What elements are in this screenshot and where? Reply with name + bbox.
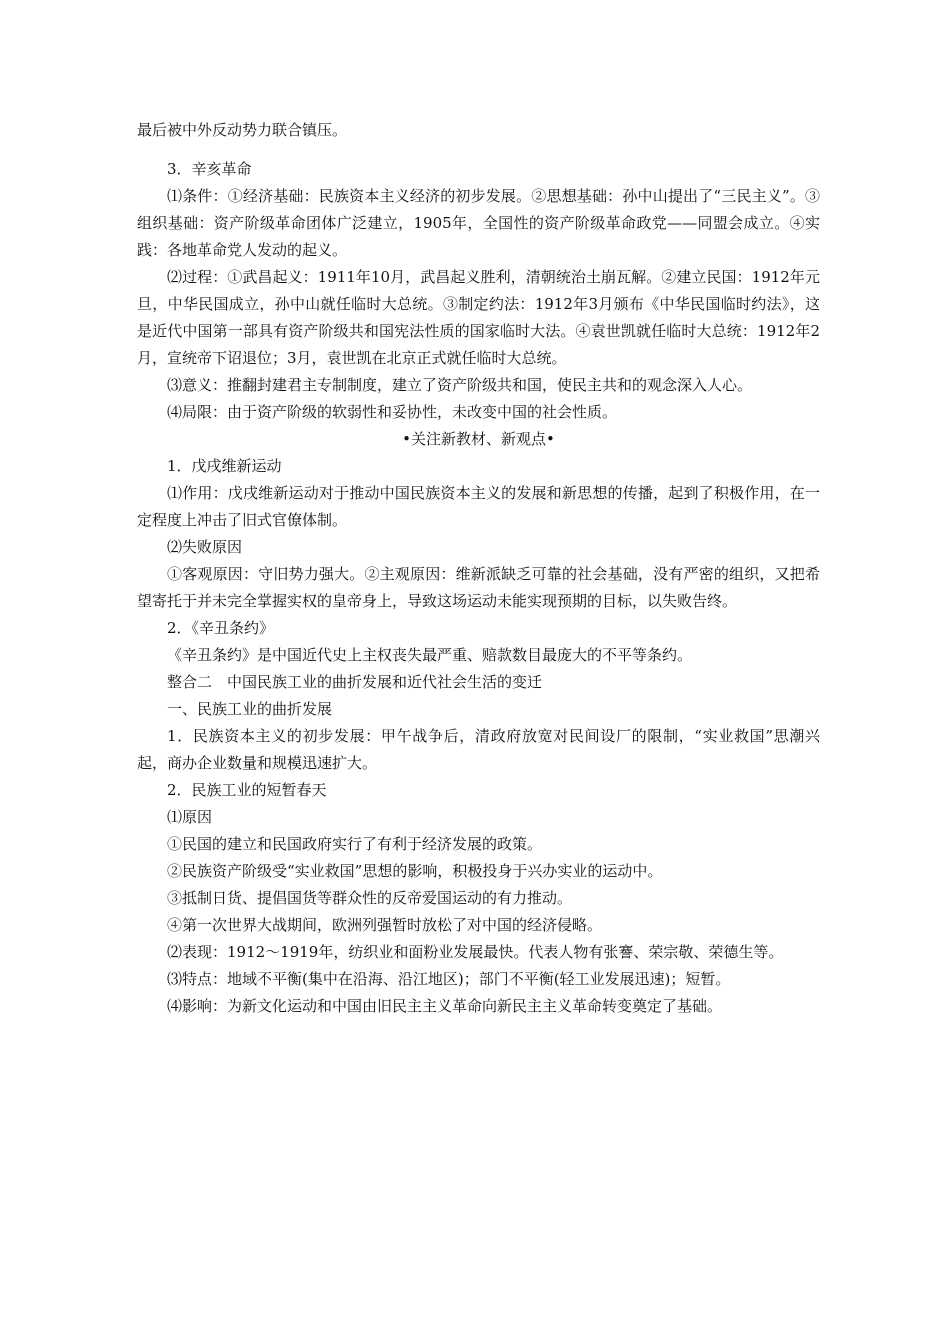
paragraph: ⑶特点：地域不平衡(集中在沿海、沿江地区)；部门不平衡(轻工业发展迅速)；短暂。 (167, 970, 731, 988)
paragraph: ①民国的建立和民国政府实行了有利于经济发展的政策。 (167, 835, 543, 853)
section-title-centered: •关注新教材、新观点• (402, 430, 555, 448)
paragraph: ⑷影响：为新文化运动和中国由旧民主主义革命向新民主主义革命转变奠定了基础。 (167, 997, 723, 1015)
section-heading: 一、民族工业的曲折发展 (167, 700, 333, 718)
document-body (137, 117, 820, 1020)
paragraph: ⑵表现：1912～1919年，纺织业和面粉业发展最快。代表人物有张謇、荣宗敬、荣德生等。 (167, 943, 784, 961)
paragraph: ⑵过程：①武昌起义：1911年10月，武昌起义胜利，清朝统治土崩瓦解。②建立民国：1912年元旦，中华民国成立，孙中山就任临时大总统。③制定约法：1912年3月颁布《中华民国临时约法》，这是近代中国第一部具有资产阶级共和国宪法性质的国家临时大法。④袁世凯就任临时大总统：1912年2月，宣统帝下诏退位；3月，袁世凯在北京正式就任临时大总统。 (137, 268, 820, 367)
paragraph: ③抵制日货、提倡国货等群众性的反帝爱国运动的有力推动。 (167, 889, 573, 907)
paragraph: ②民族资产阶级受“实业救国”思想的影响，积极投身于兴办实业的运动中。 (167, 862, 663, 880)
paragraph: 1．民族资本主义的初步发展：甲午战争后，清政府放宽对民间设厂的限制，“实业救国”思潮兴起，商办企业数量和规模迅速扩大。 (137, 727, 820, 772)
paragraph: ⑴原因 (167, 808, 213, 826)
paragraph: ⑶意义：推翻封建君主专制制度，建立了资产阶级共和国，使民主共和的观念深入人心。 (167, 376, 753, 394)
paragraph: ①客观原因：守旧势力强大。②主观原因：维新派缺乏可靠的社会基础，没有严密的组织，又把希望寄托于并未完全掌握实权的皇帝身上，导致这场运动未能实现预期的目标，以失败告终。 (137, 565, 820, 610)
paragraph: ⑴条件：①经济基础：民族资本主义经济的初步发展。②思想基础：孙中山提出了“三民主义”。③组织基础：资产阶级革命团体广泛建立，1905年，全国性的资产阶级革命政党——同盟会成立。④实践：各地革命党人发动的起义。 (137, 187, 820, 259)
section-heading: 整合二 中国民族工业的曲折发展和近代社会生活的变迁 (167, 673, 543, 691)
paragraph: ⑴作用：戊戌维新运动对于推动中国民族资本主义的发展和新思想的传播，起到了积极作用，在一定程度上冲击了旧式官僚体制。 (137, 484, 820, 529)
paragraph: ⑵失败原因 (167, 538, 243, 556)
paragraph: ⑷局限：由于资产阶级的软弱性和妥协性，未改变中国的社会性质。 (167, 403, 618, 421)
section-heading: 1．戊戌维新运动 (167, 457, 282, 475)
section-heading: 3．辛亥革命 (167, 160, 252, 178)
paragraph-gap (137, 144, 820, 156)
paragraph: ④第一次世界大战期间，欧洲列强暂时放松了对中国的经济侵略。 (167, 916, 603, 934)
paragraph: 《辛丑条约》是中国近代史上主权丧失最严重、赔款数目最庞大的不平等条约。 (167, 646, 693, 664)
section-heading: 2．民族工业的短暂春天 (167, 781, 327, 799)
paragraph: 最后被中外反动势力联合镇压。 (137, 121, 348, 139)
section-heading: 2．《辛丑条约》 (167, 619, 275, 637)
